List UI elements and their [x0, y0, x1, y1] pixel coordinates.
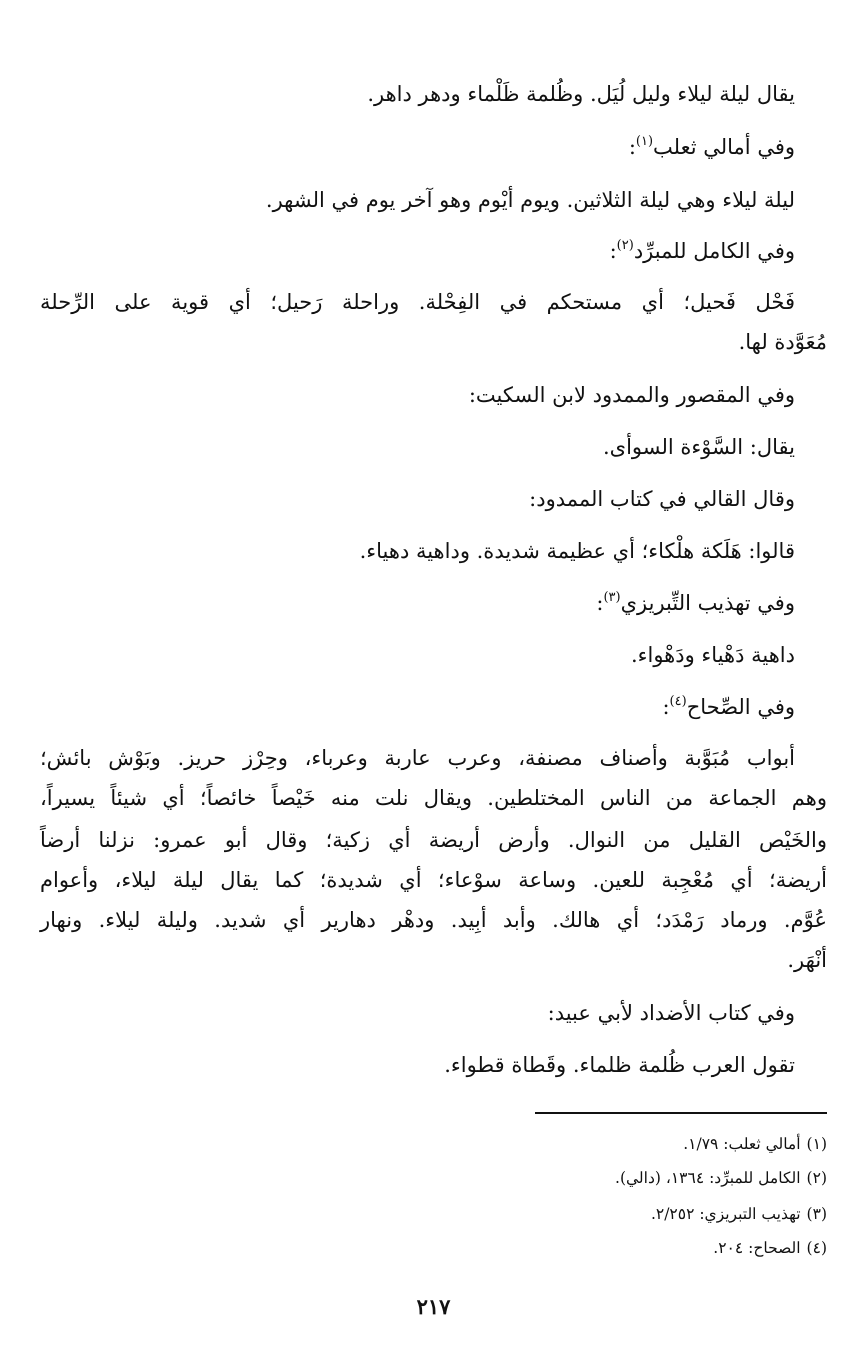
footnote-text: الصحاح: ٢٠٤. — [713, 1239, 801, 1257]
footnote-text: أمالي ثعلب: ١/٧٩. — [683, 1135, 801, 1153]
heading-colon: : — [662, 695, 670, 719]
section-heading: وقال القالي في كتاب الممدود: — [529, 487, 795, 511]
text-line: ليلة ليلاء وهي ليلة الثلاثين. ويوم أيْوم وهو آخر يوم في الشهر. — [265, 188, 795, 212]
heading-colon: : — [596, 591, 604, 615]
heading-text: وفي أمالي ثعلب — [653, 135, 795, 159]
page-number: ٢١٧ — [416, 1294, 451, 1319]
section-heading — [40, 589, 795, 617]
heading-text: وفي تهذيب التِّبريزي — [620, 591, 795, 615]
text-line: مُعَوَّدة لها. — [738, 330, 827, 354]
text-line: يقال: السَّوْءة السوأى. — [602, 435, 795, 459]
footnote-number: (٣) — [806, 1205, 827, 1223]
heading-text: وفي الكامل للمبرِّد — [633, 239, 795, 263]
footnote — [300, 1167, 827, 1189]
footnote-number: (٤) — [806, 1239, 827, 1257]
footnote-ref: (٢) — [616, 238, 634, 253]
section-heading — [40, 133, 795, 161]
footnote-divider — [535, 1112, 827, 1114]
footnote — [300, 1133, 827, 1155]
text-line: والخَيْص القليل من النوال. وأرض أريضة أي زكية؛ وقال أبو عمرو: نزلنا أرضاً — [40, 828, 827, 852]
text-line: قالوا: هَلَكة هلْكاء؛ أي عظيمة شديدة. وداهية دهياء. — [359, 539, 795, 563]
text-line: وهم الجماعة من الناس المختلطين. ويقال نلت منه خَيْصاً خائصاً؛ أي شيئاً يسيراً، — [40, 786, 827, 810]
footnote-text: الكامل للمبرِّد: ١٣٦٤، (دالي). — [615, 1169, 801, 1187]
footnote-text: تهذيب التبريزي: ٢/٢٥٢. — [650, 1205, 801, 1223]
text-line: داهية دَهْياء ودَهْواء. — [630, 643, 795, 667]
heading-text: وفي الصِّحاح — [686, 695, 795, 719]
section-heading — [40, 237, 795, 265]
text-line: فَحْل فَحيل؛ أي مستحكم في الفِحْلة. وراحلة رَحيل؛ أي قوية على الرِّحلة — [40, 290, 795, 314]
footnote — [300, 1203, 827, 1225]
section-heading — [40, 693, 795, 721]
footnote-ref: (٣) — [603, 590, 621, 605]
text-line: تقول العرب ظُلمة ظلماء. وقَطاة قطواء. — [444, 1053, 795, 1077]
text-line: عُوَّم. ورماد رَمْدَد؛ أي هالك. وأبد أبِيد. ودهْر دهارير أي شديد. وليلة ليلاء. ونهار — [40, 908, 827, 932]
text-line: أنْهَر. — [787, 948, 827, 972]
text-line: يقال ليلة ليلاء وليل لُيَل. وظُلمة ظَلْماء ودهر داهر. — [367, 82, 795, 106]
footnote-ref: (٤) — [669, 694, 687, 709]
section-heading: وفي المقصور والممدود لابن السكيت: — [468, 383, 795, 407]
footnote-number: (١) — [806, 1135, 827, 1153]
footnote-ref: (١) — [635, 134, 654, 149]
text-line: أريضة؛ أي مُعْجِبة للعين. وساعة سوْعاء؛ أي شديدة؛ كما يقال ليلة ليلاء، وأعوام — [40, 868, 827, 892]
section-heading: وفي كتاب الأضداد لأبي عبيد: — [547, 1001, 795, 1025]
text-line: أبواب مُبَوَّبة وأصناف مصنفة، وعرب عاربة وعرباء، وحِرْز حريز. وبَوْش بائش؛ — [40, 746, 795, 770]
footnote — [300, 1237, 827, 1259]
footnote-number: (٢) — [806, 1169, 827, 1187]
heading-colon: : — [609, 239, 617, 263]
heading-colon: : — [628, 135, 636, 159]
